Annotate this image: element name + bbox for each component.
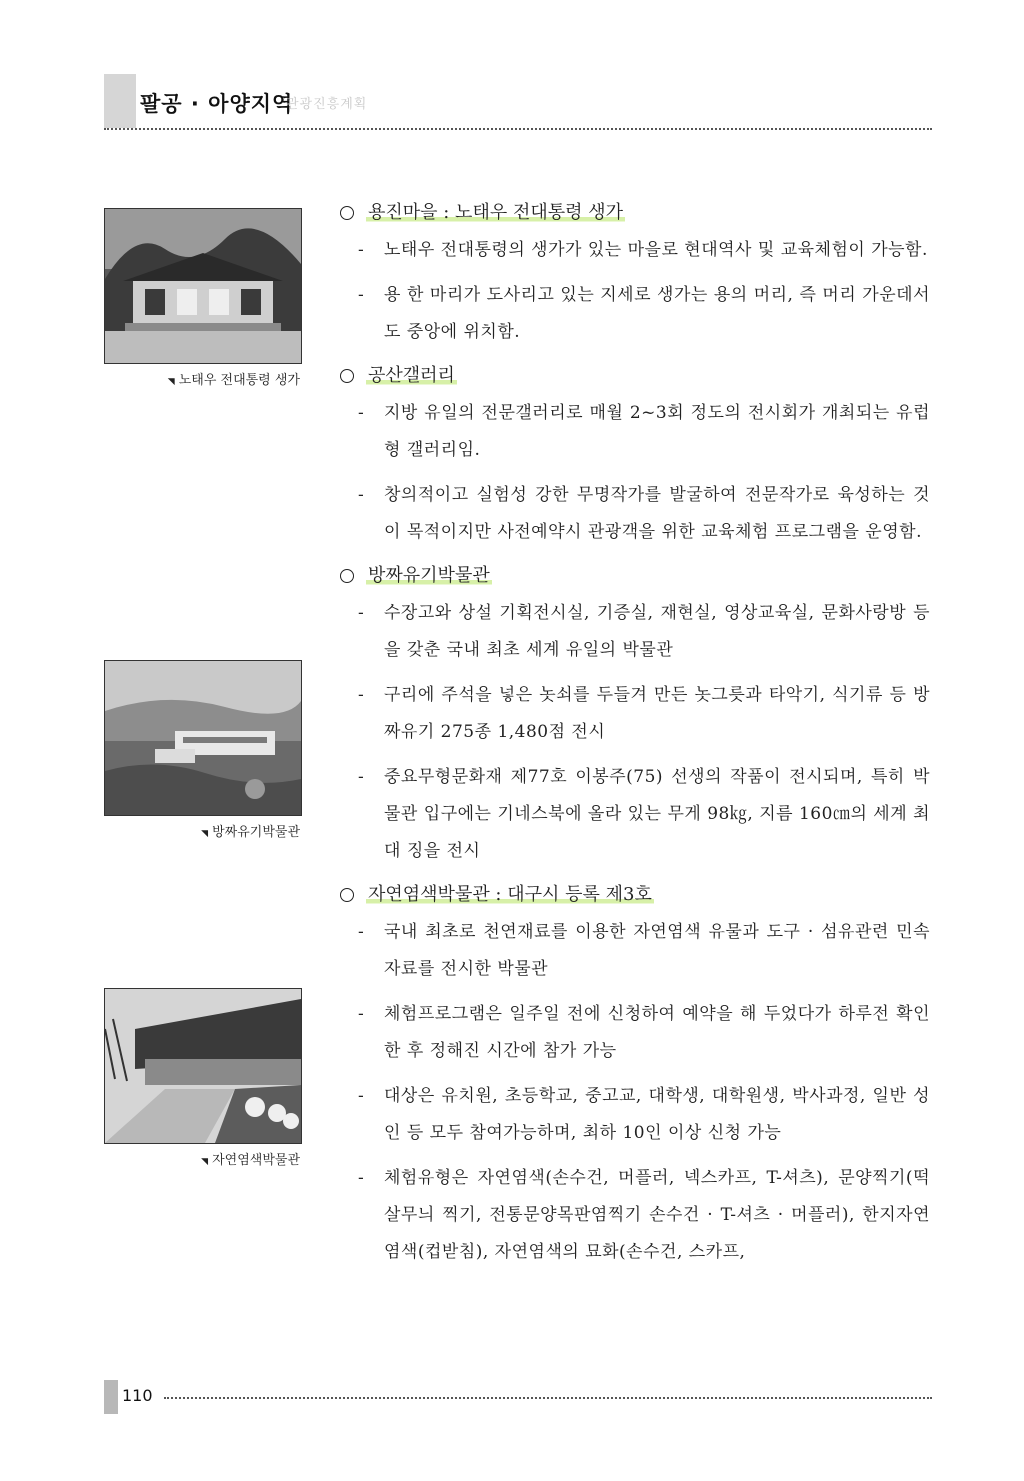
- photo-natural-dye-museum: [104, 988, 302, 1144]
- page-number: 110: [122, 1386, 153, 1405]
- list-item: - 체험프로그램은 일주일 전에 신청하여 예약을 해 두었다가 하루전 확인한 후 정해진 시간에 참가 가능: [358, 1004, 930, 1061]
- bullet-circle-icon: [340, 888, 354, 902]
- header-divider: [104, 128, 932, 130]
- page-footer: [104, 1380, 932, 1414]
- bullet-circle-icon: [340, 369, 354, 383]
- section-bangjja-museum: [338, 559, 930, 870]
- header-subtitle: 관광진흥계획: [286, 97, 368, 112]
- section-title: 용진마을 : 노태우 전대통령 생가: [338, 196, 930, 232]
- footer-divider: [164, 1397, 932, 1399]
- section-title: 자연염색박물관 : 대구시 등록 제3호: [338, 878, 930, 914]
- photo-roh-birthplace: [104, 208, 302, 364]
- main-content: [338, 196, 930, 1279]
- list-item: - 중요무형문화재 제77호 이봉주(75) 선생의 작품이 전시되며, 특히 박물관 입구에는 기네스북에 올라 있는 무게 98㎏, 지름 160㎝의 세계 최대 징을 전시: [358, 767, 930, 861]
- photo-block-bangjja-museum: [104, 660, 302, 840]
- bullet-circle-icon: [340, 206, 354, 220]
- list-item: - 수장고와 상설 기획전시실, 기증실, 재현실, 영상교육실, 문화사랑방 등을 갖춘 국내 최초 세계 유일의 박물관: [358, 603, 930, 660]
- list-item: - 대상은 유치원, 초등학교, 중고교, 대학생, 대학원생, 박사과정, 일반 성인 등 모두 참여가능하며, 최하 10인 이상 신청 가능: [358, 1086, 930, 1143]
- header-title: 팔공 · 아양지역: [140, 92, 294, 116]
- photo-caption: ◥ 노태우 전대통령 생가: [167, 373, 300, 388]
- photo-block-roh-birthplace: [104, 208, 302, 388]
- photo-bangjja-museum: [104, 660, 302, 816]
- section-natural-dye-museum: [338, 878, 930, 1271]
- photo-caption: ◥ 방짜유기박물관: [201, 825, 300, 840]
- list-item: - 국내 최초로 천연재료를 이용한 자연염색 유물과 도구 · 섬유관련 민속자료를 전시한 박물관: [358, 922, 930, 979]
- photo-caption: ◥ 자연염색박물관: [201, 1153, 300, 1168]
- section-yongjin-village: [338, 196, 930, 351]
- list-item: - 노태우 전대통령의 생가가 있는 마을로 현대역사 및 교육체험이 가능함.: [358, 240, 928, 260]
- section-gongsan-gallery: [338, 359, 930, 551]
- list-item: - 구리에 주석을 넣은 놋쇠를 두들겨 만든 놋그릇과 타악기, 식기류 등 방짜유기 275종 1,480점 전시: [358, 685, 930, 742]
- section-title: 공산갤러리: [338, 359, 930, 395]
- list-item: - 체험유형은 자연염색(손수건, 머플러, 넥스카프, T-셔츠), 문양찍기(떡살무늬 찍기, 전통문양목판염찍기 손수건 · T-셔츠 · 머플러), 한지자연염색(컵받침), 자연염색의 묘화(손수건, 스카프,: [358, 1168, 930, 1262]
- page-header: [104, 74, 932, 130]
- list-item: - 용 한 마리가 도사리고 있는 지세로 생가는 용의 머리, 즉 머리 가운데서도 중앙에 위치함.: [358, 285, 930, 342]
- bullet-circle-icon: [340, 569, 354, 583]
- footer-tab-marker: [104, 1380, 118, 1414]
- section-title: 방짜유기박물관: [338, 559, 930, 595]
- list-item: - 지방 유일의 전문갤러리로 매월 2~3회 정도의 전시회가 개최되는 유럽형 갤러리임.: [358, 403, 930, 460]
- header-tab-marker: [104, 74, 136, 128]
- list-item: - 창의적이고 실험성 강한 무명작가를 발굴하여 전문작가로 육성하는 것이 목적이지만 사전예약시 관광객을 위한 교육체험 프로그램을 운영함.: [358, 485, 930, 542]
- photo-block-natural-dye-museum: [104, 988, 302, 1168]
